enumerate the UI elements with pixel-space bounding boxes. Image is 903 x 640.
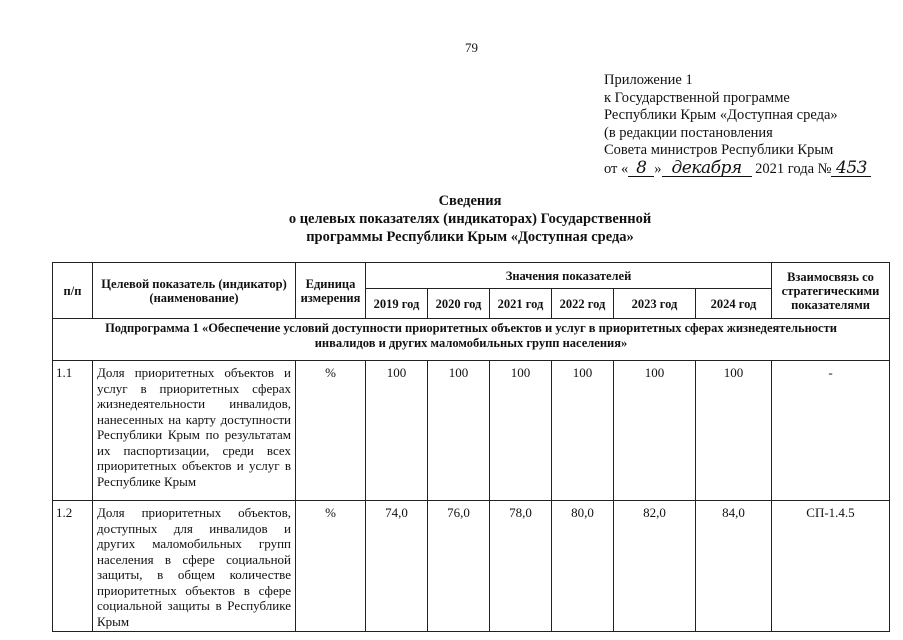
title-line-1: Сведения [438, 193, 502, 209]
appendix-line: Совета министров Республики Крым [604, 142, 834, 159]
header-year: 2023 год [614, 289, 696, 319]
date-prefix: от « [604, 160, 629, 177]
appendix-date-line [604, 157, 894, 179]
header-unit: Единица измерения [296, 263, 366, 319]
header-indicator: Целевой показатель (индикатор) (наименование) [93, 263, 296, 319]
header-year: 2019 год [366, 289, 428, 319]
row-indicator: Доля приоритетных объектов и услуг в приоритетных сферах жизнедеятельности инвалидов, нанесенных на карту доступности Республики Крым по результатам их паспортизации, среди всех приоритетных объектов и услуг в Республике Крым [93, 361, 296, 501]
resolution-number: 453 [831, 160, 871, 177]
header-year: 2024 год [696, 289, 772, 319]
row-relation: СП-1.4.5 [772, 501, 890, 632]
row-value: 100 [490, 361, 552, 501]
row-value: 80,0 [552, 501, 614, 632]
title-line-3: программы Республики Крым «Доступная среда» [306, 229, 634, 245]
indicators-table [52, 262, 890, 632]
appendix-block [604, 72, 894, 179]
table-row [53, 361, 890, 501]
header-year: 2021 год [490, 289, 552, 319]
row-value: 74,0 [366, 501, 428, 632]
row-value: 100 [696, 361, 772, 501]
row-relation: - [772, 361, 890, 501]
row-value: 100 [614, 361, 696, 501]
appendix-line: Приложение 1 [604, 72, 693, 88]
table-row [53, 501, 890, 632]
row-value: 100 [552, 361, 614, 501]
title-line-2: о целевых показателях (индикаторах) Государственной [288, 211, 652, 227]
row-value: 82,0 [614, 501, 696, 632]
row-value: 76,0 [428, 501, 490, 632]
header-year: 2022 год [552, 289, 614, 319]
row-num: 1.2 [53, 501, 93, 632]
row-value: 100 [366, 361, 428, 501]
date-month: декабря [662, 160, 752, 177]
page-number: 79 [465, 40, 478, 55]
row-value: 84,0 [696, 501, 772, 632]
header-relation: Взаимосвязь со стратегическими показателями [772, 263, 890, 319]
date-quote-close: » [654, 160, 662, 177]
appendix-line: к Государственной программе [604, 89, 790, 106]
row-indicator: Доля приоритетных объектов, доступных для инвалидов и других маломобильных групп населения в сфере социальной защиты, в общем количестве приоритетных объектов в сфере социальной защиты в Республике Крым [93, 501, 296, 632]
row-value: 100 [428, 361, 490, 501]
document-title [200, 192, 740, 246]
appendix-line: (в редакции постановления [604, 124, 773, 141]
row-num: 1.1 [53, 361, 93, 501]
row-unit: % [296, 501, 366, 632]
subprogram-row [53, 319, 890, 361]
header-year: 2020 год [428, 289, 490, 319]
subprogram-title: Подпрограмма 1 «Обеспечение условий доступности приоритетных объектов и услуг в приоритетных сферах жизнедеятельности инвалидов и других маломобильных групп населения» [53, 319, 890, 361]
row-value: 78,0 [490, 501, 552, 632]
date-year-text: 2021 года № [755, 160, 832, 177]
appendix-line: Республики Крым «Доступная среда» [604, 107, 838, 124]
header-num: п/п [53, 263, 93, 319]
date-day: 8 [628, 160, 654, 177]
row-unit: % [296, 361, 366, 501]
header-values: Значения показателей [366, 263, 772, 289]
